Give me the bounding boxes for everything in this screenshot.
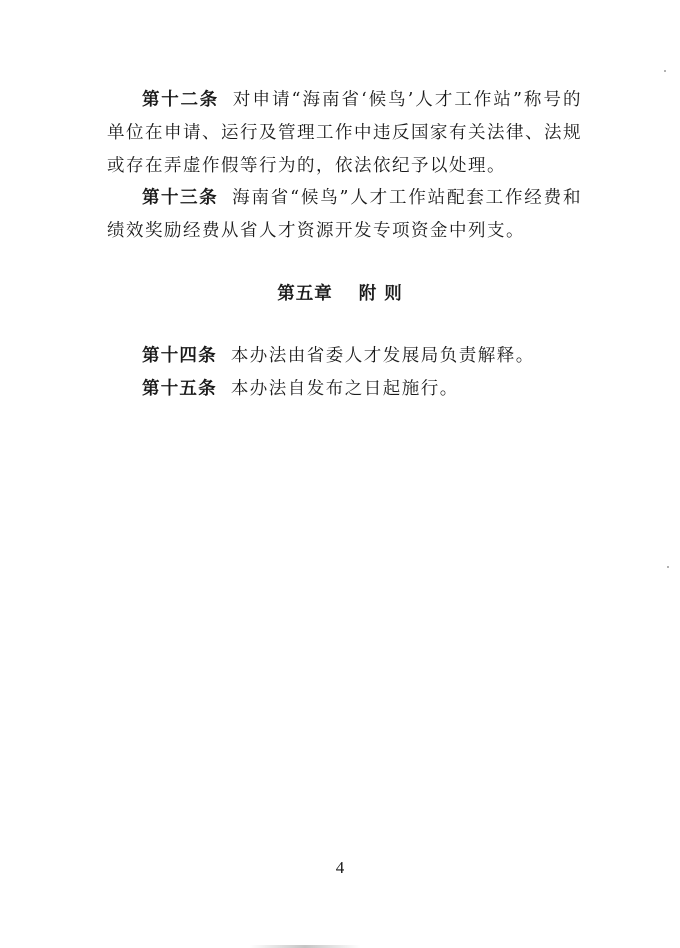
page-number: 4 xyxy=(335,858,345,877)
scan-artifact xyxy=(664,70,666,72)
article-12-paragraph xyxy=(107,84,582,183)
chapter-heading xyxy=(0,280,680,305)
scan-artifact xyxy=(667,566,669,568)
article-12-heading: 第十二条 xyxy=(142,90,219,110)
article-13-paragraph xyxy=(107,182,582,248)
article-15-heading: 第十五条 xyxy=(142,379,217,399)
article-13-heading: 第十三条 xyxy=(142,188,219,208)
article-14-heading: 第十四条 xyxy=(142,346,217,366)
chapter-title: 附 则 xyxy=(358,284,403,304)
article-14-paragraph xyxy=(107,340,582,373)
article-15-paragraph xyxy=(107,373,582,406)
article-12-text: 对申请“海南省‘候鸟’人才工作站”称号的单位在申请、运行及管理工作中违反国家有关法律、法规或存在弄虚作假等行为的，依法依纪予以处理。 xyxy=(107,90,582,176)
article-15-text: 本办法自发布之日起施行。 xyxy=(230,379,459,399)
chapter-number: 第五章 xyxy=(277,284,333,304)
article-13-text: 海南省“候鸟”人才工作站配套工作经费和绩效奖励经费从省人才资源开发专项资金中列支。 xyxy=(107,188,582,241)
article-14-text: 本办法由省委人才发展局负责解释。 xyxy=(230,346,535,366)
